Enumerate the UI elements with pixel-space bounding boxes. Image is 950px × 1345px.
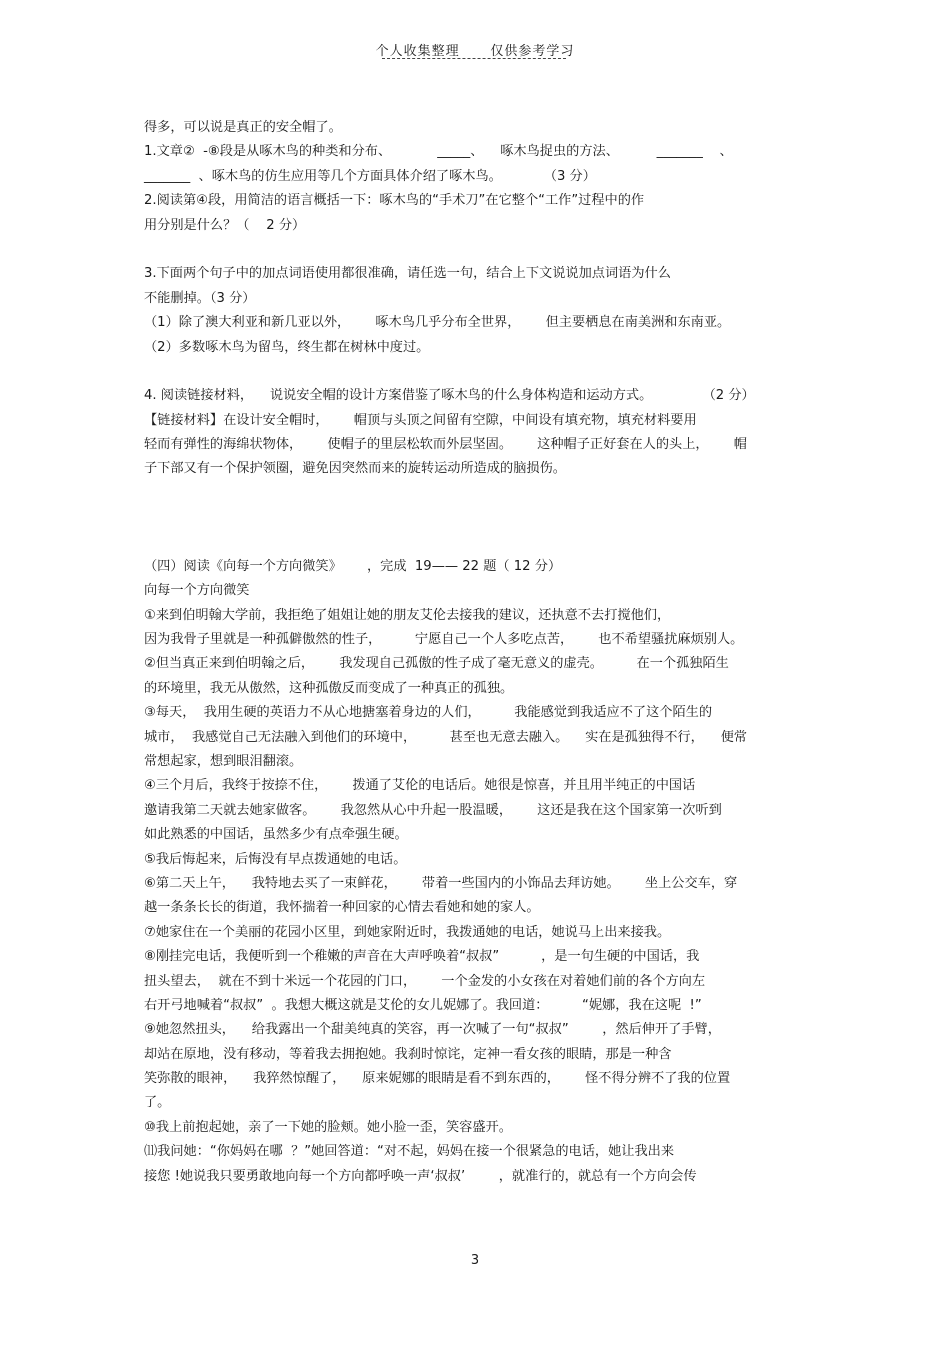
article-line: ③每天， 我用生硬的英语力不从心地搪塞着身边的人们， 我能感觉到我适应不了这个陌生的 xyxy=(144,705,713,721)
question-3-sentence-1: （1）除了澳大利亚和新几亚以外， 啄木鸟几乎分布全世界， 但主要栖息在南美洲和东南亚。 xyxy=(144,315,731,331)
page-number: 3 xyxy=(470,1253,480,1268)
article-line: ⑨她忽然扭头， 给我露出一个甜美纯真的笑容，再一次喊了一句“叔叔” ，然后伸开了手臂， xyxy=(144,1022,721,1038)
question-3-line-1: 3.下面两个句子中的加点词语使用都很准确，请任选一句，结合上下文说说加点词语为什么 xyxy=(144,266,671,282)
header-right-text: 仅供参考学习 xyxy=(490,44,575,59)
question-1-line-1: 1.文章② -⑧段是从啄木鸟的种类和分布、 _____、 啄木鸟捉虫的方法、 _______ 、 xyxy=(144,144,733,160)
article-line: 邀请我第二天就去她家做客。 我忽然从心中升起一股温暖， 这还是我在这个国家第一次听到 xyxy=(144,802,722,818)
article-line: 扭头望去， 就在不到十米远一个花园的门口， 一个金发的小女孩在对着她们前的各个方向左 xyxy=(144,973,706,989)
article-line: 常想起家，想到眼泪翻滚。 xyxy=(144,753,303,769)
article-line: 右开弓地喊着“叔叔” 。我想大概这就是艾伦的女儿妮娜了。我回道： “妮娜，我在这呢 !” xyxy=(144,997,702,1013)
page-header xyxy=(0,40,950,59)
header-left-text: 个人收集整理 xyxy=(375,44,460,59)
article-line: ①来到伯明翰大学前，我拒绝了姐姐让她的朋友艾伦去接我的建议，还执意不去打搅他们， xyxy=(144,607,671,623)
question-1-line-2: _______ 、啄木鸟的仿生应用等几个方面具体介绍了啄木鸟。 （3 分） xyxy=(144,168,596,184)
article-line: ⑥第二天上午， 我特地去买了一束鲜花， 带着一些国内的小饰品去拜访她。 坐上公交车，穿 xyxy=(144,875,738,891)
spacer xyxy=(144,238,824,262)
article-line: 因为我骨子里就是一种孤僻傲然的性子， 宁愿自己一个人多吃点苦， 也不希望骚扰麻烦别人。 xyxy=(144,632,744,648)
article-line: 如此熟悉的中国话，虽然多少有点牵强生硬。 xyxy=(144,827,408,843)
question-4-line: 4. 阅读链接材料， 说说安全帽的设计方案借鉴了啄木鸟的什么身体构造和运动方式。 （2 分） xyxy=(144,388,755,404)
questions-part-1 xyxy=(144,116,824,238)
section-4-heading: （四）阅读《向每一个方向微笑》 ，完成 19—— 22 题（ 12 分） xyxy=(144,558,562,574)
link-material-line: 轻而有弹性的海绵状物体， 使帽子的里层松软而外层坚固。 这种帽子正好套在人的头上， 帽 xyxy=(144,437,747,453)
question-3-sentence-2: （2）多数啄木鸟为留鸟，终生都在树林中度过。 xyxy=(144,339,430,355)
spacer xyxy=(144,360,824,384)
header-dashed-rule xyxy=(382,58,566,59)
text-line: 得多，可以说是真正的安全帽了。 xyxy=(144,120,342,135)
questions-part-3 xyxy=(144,384,824,482)
article-line: 笑弥散的眼神， 我猝然惊醒了， 原来妮娜的眼睛是看不到东西的， 怪不得分辨不了我的位置 xyxy=(144,1071,731,1087)
question-2-line-2: 用分别是什么？（ 2 分） xyxy=(144,217,306,233)
article-line: 却站在原地，没有移动，等着我去拥抱她。我刹时惊诧，定神一看女孩的眼睛，那是一种含 xyxy=(144,1046,672,1062)
article-line: ⑧刚挂完电话，我便听到一个稚嫩的声音在大声呼唤着“叔叔” ，是一句生硬的中国话，我 xyxy=(144,949,700,965)
article-line: 城市， 我感觉自己无法融入到他们的环境中， 甚至也无意去融入。 实在是孤独得不行， 便常 xyxy=(144,729,747,745)
article-line: 了。 xyxy=(144,1095,171,1111)
article-line: 越一条条长长的街道，我怀揣着一种回家的心情去看她和她的家人。 xyxy=(144,900,540,916)
question-2-line-1: 2.阅读第④段，用简洁的语言概括一下：啄木鸟的“手术刀”在它整个“工作”过程中的作 xyxy=(144,193,645,209)
article-line: ⑩我上前抱起她，亲了一下她的脸颊。她小脸一歪，笑容盛开。 xyxy=(144,1119,512,1135)
article-line: ④三个月后，我终于按捺不住， 拨通了艾伦的电话后。她很是惊喜，并且用半纯正的中国话 xyxy=(144,778,696,794)
article-line: ⑦她家住在一个美丽的花园小区里，到她家附近时，我拨通她的电话，她说马上出来接我。 xyxy=(144,924,671,940)
questions-part-2 xyxy=(144,262,824,360)
page-body xyxy=(144,116,824,1189)
article-title: 向每一个方向微笑 xyxy=(144,583,250,599)
link-material-line: 子下部又有一个保护领圈，避免因突然而来的旋转运动所造成的脑损伤。 xyxy=(144,461,566,477)
link-material-line: 【链接材料】在设计安全帽时， 帽顶与头顶之间留有空隙，中间设有填充物，填充材料要用 xyxy=(144,412,697,428)
article-line: 接您 !她说我只要勇敢地向每一个方向都呼唤一声‘叔叔’ ，就准行的，就总有一个方向会传 xyxy=(144,1168,697,1184)
article-line: 的环境里，我无从傲然，这种孤傲反而变成了一种真正的孤独。 xyxy=(144,680,514,696)
article-line: ⑾我问她：“你妈妈在哪 ？”她回答道：“对不起，妈妈在接一个很紧急的电话，她让我出来 xyxy=(144,1144,675,1160)
question-3-line-2: 不能删掉。（3 分） xyxy=(144,290,256,306)
spacer xyxy=(144,482,824,555)
reading-section-4 xyxy=(144,555,824,1189)
article-line: ②但当真正来到伯明翰之后， 我发现自己孤傲的性子成了毫无意义的虚壳。 在一个孤独陌生 xyxy=(144,656,729,672)
article-line: ⑤我后悔起来，后悔没有早点拨通她的电话。 xyxy=(144,851,407,867)
